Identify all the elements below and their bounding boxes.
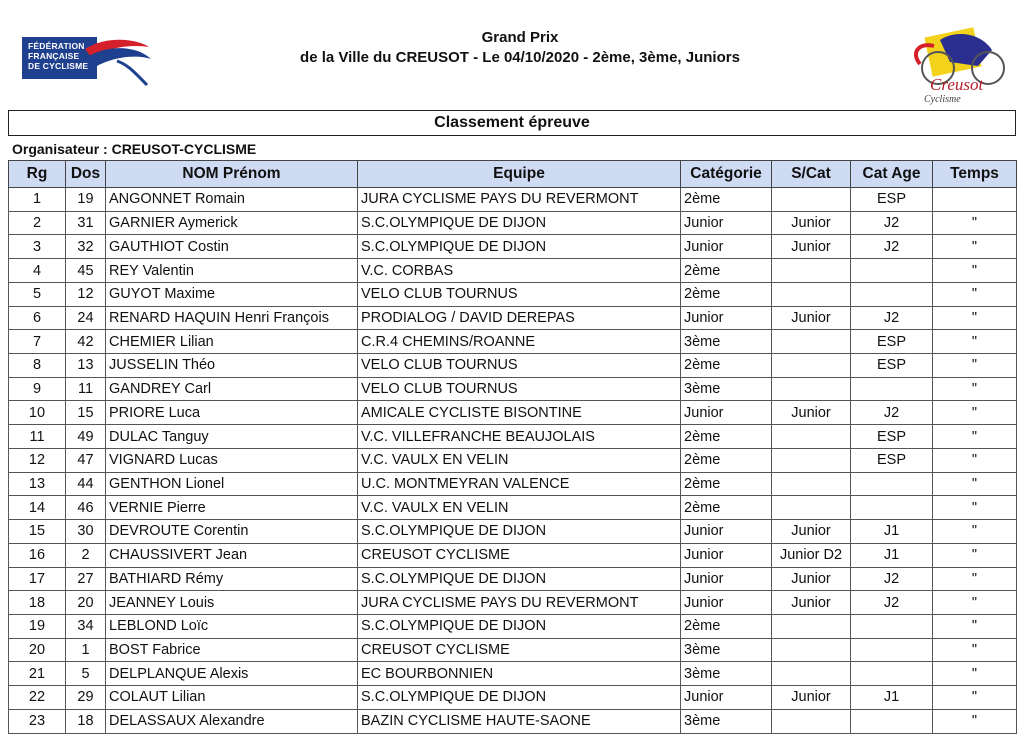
- time-cell: ": [933, 259, 1017, 283]
- team-cell: S.C.OLYMPIQUE DE DIJON: [358, 235, 681, 259]
- name-cell: GAUTHIOT Costin: [106, 235, 358, 259]
- table-row: [9, 354, 1017, 378]
- category-cell: Junior: [681, 686, 772, 710]
- time-cell: ": [933, 543, 1017, 567]
- category-cell: 2ème: [681, 614, 772, 638]
- category-cell: 2ème: [681, 354, 772, 378]
- team-cell: S.C.OLYMPIQUE DE DIJON: [358, 686, 681, 710]
- team-cell: VELO CLUB TOURNUS: [358, 282, 681, 306]
- rank-cell: 2: [9, 211, 66, 235]
- subcategory-cell: [772, 354, 851, 378]
- age-category-cell: ESP: [851, 330, 933, 354]
- bib-cell: 47: [66, 448, 106, 472]
- category-cell: 2ème: [681, 448, 772, 472]
- subcategory-cell: [772, 377, 851, 401]
- bib-cell: 12: [66, 282, 106, 306]
- name-cell: GUYOT Maxime: [106, 282, 358, 306]
- rank-cell: 13: [9, 472, 66, 496]
- age-category-cell: [851, 282, 933, 306]
- age-category-cell: [851, 259, 933, 283]
- bib-cell: 1: [66, 638, 106, 662]
- subcategory-cell: [772, 330, 851, 354]
- category-cell: 2ème: [681, 425, 772, 449]
- age-category-cell: [851, 496, 933, 520]
- subcategory-cell: Junior: [772, 211, 851, 235]
- age-category-cell: [851, 377, 933, 401]
- team-cell: S.C.OLYMPIQUE DE DIJON: [358, 614, 681, 638]
- subcategory-cell: Junior: [772, 520, 851, 544]
- table-row: [9, 259, 1017, 283]
- time-cell: ": [933, 686, 1017, 710]
- bib-cell: 27: [66, 567, 106, 591]
- name-cell: VIGNARD Lucas: [106, 448, 358, 472]
- name-cell: ANGONNET Romain: [106, 188, 358, 212]
- time-cell: ": [933, 282, 1017, 306]
- name-cell: DELPLANQUE Alexis: [106, 662, 358, 686]
- age-category-cell: ESP: [851, 354, 933, 378]
- team-cell: CREUSOT CYCLISME: [358, 638, 681, 662]
- category-cell: 3ème: [681, 377, 772, 401]
- team-cell: VELO CLUB TOURNUS: [358, 377, 681, 401]
- table-row: [9, 188, 1017, 212]
- time-cell: ": [933, 496, 1017, 520]
- rank-cell: 5: [9, 282, 66, 306]
- time-cell: ": [933, 377, 1017, 401]
- table-row: [9, 448, 1017, 472]
- table-row: [9, 638, 1017, 662]
- subcategory-cell: [772, 662, 851, 686]
- time-cell: ": [933, 330, 1017, 354]
- category-cell: 3ème: [681, 709, 772, 733]
- table-row: [9, 472, 1017, 496]
- rank-cell: 1: [9, 188, 66, 212]
- ffc-logo-line-2: FRANÇAISE: [28, 51, 80, 61]
- team-cell: BAZIN CYCLISME HAUTE-SAONE: [358, 709, 681, 733]
- rank-cell: 23: [9, 709, 66, 733]
- bib-cell: 5: [66, 662, 106, 686]
- table-row: [9, 662, 1017, 686]
- name-cell: CHEMIER Lilian: [106, 330, 358, 354]
- table-row: [9, 591, 1017, 615]
- team-cell: EC BOURBONNIEN: [358, 662, 681, 686]
- category-cell: Junior: [681, 235, 772, 259]
- time-cell: ": [933, 614, 1017, 638]
- table-header-row: [9, 161, 1017, 188]
- age-category-cell: J1: [851, 520, 933, 544]
- team-cell: CREUSOT CYCLISME: [358, 543, 681, 567]
- subcategory-cell: [772, 259, 851, 283]
- category-cell: 3ème: [681, 638, 772, 662]
- rank-cell: 9: [9, 377, 66, 401]
- team-cell: V.C. VAULX EN VELIN: [358, 496, 681, 520]
- bib-cell: 44: [66, 472, 106, 496]
- category-cell: Junior: [681, 543, 772, 567]
- subcategory-cell: Junior: [772, 401, 851, 425]
- rank-cell: 22: [9, 686, 66, 710]
- category-cell: Junior: [681, 520, 772, 544]
- time-cell: ": [933, 520, 1017, 544]
- subcategory-cell: [772, 448, 851, 472]
- table-row: [9, 377, 1017, 401]
- table-row: [9, 211, 1017, 235]
- name-cell: VERNIE Pierre: [106, 496, 358, 520]
- bib-cell: 31: [66, 211, 106, 235]
- age-category-cell: J2: [851, 567, 933, 591]
- team-cell: S.C.OLYMPIQUE DE DIJON: [358, 520, 681, 544]
- table-row: [9, 282, 1017, 306]
- subcategory-cell: Junior: [772, 686, 851, 710]
- category-cell: Junior: [681, 401, 772, 425]
- table-row: [9, 401, 1017, 425]
- section-title: Classement épreuve: [8, 110, 1016, 136]
- team-cell: JURA CYCLISME PAYS DU REVERMONT: [358, 188, 681, 212]
- rank-cell: 18: [9, 591, 66, 615]
- bib-cell: 11: [66, 377, 106, 401]
- table-row: [9, 543, 1017, 567]
- bib-cell: 29: [66, 686, 106, 710]
- category-cell: 2ème: [681, 188, 772, 212]
- subcategory-cell: [772, 282, 851, 306]
- table-row: [9, 709, 1017, 733]
- time-cell: ": [933, 425, 1017, 449]
- time-cell: ": [933, 472, 1017, 496]
- column-header-name: NOM Prénom: [106, 161, 358, 188]
- category-cell: Junior: [681, 567, 772, 591]
- club-logo-text-2: Cyclisme: [924, 94, 961, 105]
- rank-cell: 14: [9, 496, 66, 520]
- bib-cell: 20: [66, 591, 106, 615]
- rank-cell: 12: [9, 448, 66, 472]
- bib-cell: 13: [66, 354, 106, 378]
- time-cell: ": [933, 354, 1017, 378]
- bib-cell: 46: [66, 496, 106, 520]
- table-row: [9, 614, 1017, 638]
- table-row: [9, 686, 1017, 710]
- age-category-cell: [851, 472, 933, 496]
- column-header-scat: S/Cat: [772, 161, 851, 188]
- ffc-logo: [22, 35, 157, 87]
- age-category-cell: J2: [851, 235, 933, 259]
- time-cell: ": [933, 591, 1017, 615]
- time-cell: ": [933, 401, 1017, 425]
- subcategory-cell: [772, 638, 851, 662]
- subcategory-cell: [772, 614, 851, 638]
- name-cell: DELASSAUX Alexandre: [106, 709, 358, 733]
- team-cell: U.C. MONTMEYRAN VALENCE: [358, 472, 681, 496]
- subcategory-cell: [772, 188, 851, 212]
- name-cell: GENTHON Lionel: [106, 472, 358, 496]
- category-cell: 2ème: [681, 282, 772, 306]
- rank-cell: 20: [9, 638, 66, 662]
- rank-cell: 11: [9, 425, 66, 449]
- age-category-cell: ESP: [851, 425, 933, 449]
- team-cell: AMICALE CYCLISTE BISONTINE: [358, 401, 681, 425]
- time-cell: [933, 188, 1017, 212]
- rank-cell: 10: [9, 401, 66, 425]
- bib-cell: 15: [66, 401, 106, 425]
- time-cell: ": [933, 235, 1017, 259]
- name-cell: JUSSELIN Théo: [106, 354, 358, 378]
- time-cell: ": [933, 211, 1017, 235]
- age-category-cell: J1: [851, 686, 933, 710]
- name-cell: JEANNEY Louis: [106, 591, 358, 615]
- column-header-cat-age: Cat Age: [851, 161, 933, 188]
- subcategory-cell: Junior: [772, 235, 851, 259]
- name-cell: BOST Fabrice: [106, 638, 358, 662]
- category-cell: 3ème: [681, 662, 772, 686]
- age-category-cell: J2: [851, 401, 933, 425]
- team-cell: JURA CYCLISME PAYS DU REVERMONT: [358, 591, 681, 615]
- time-cell: ": [933, 638, 1017, 662]
- bib-cell: 30: [66, 520, 106, 544]
- bib-cell: 42: [66, 330, 106, 354]
- time-cell: ": [933, 448, 1017, 472]
- bib-cell: 2: [66, 543, 106, 567]
- table-row: [9, 306, 1017, 330]
- table-row: [9, 567, 1017, 591]
- time-cell: ": [933, 567, 1017, 591]
- rank-cell: 7: [9, 330, 66, 354]
- category-cell: 2ème: [681, 472, 772, 496]
- time-cell: ": [933, 662, 1017, 686]
- age-category-cell: J2: [851, 211, 933, 235]
- category-cell: 3ème: [681, 330, 772, 354]
- team-cell: VELO CLUB TOURNUS: [358, 354, 681, 378]
- column-header-categorie: Catégorie: [681, 161, 772, 188]
- bib-cell: 32: [66, 235, 106, 259]
- subcategory-cell: Junior: [772, 567, 851, 591]
- name-cell: DULAC Tanguy: [106, 425, 358, 449]
- time-cell: ": [933, 709, 1017, 733]
- ffc-swoosh-icon: [77, 35, 157, 87]
- rank-cell: 17: [9, 567, 66, 591]
- age-category-cell: [851, 662, 933, 686]
- bib-cell: 49: [66, 425, 106, 449]
- page-header: [0, 0, 1024, 108]
- age-category-cell: [851, 709, 933, 733]
- rank-cell: 19: [9, 614, 66, 638]
- ffc-logo-line-1: FÉDÉRATION: [28, 41, 85, 51]
- subcategory-cell: [772, 709, 851, 733]
- category-cell: Junior: [681, 211, 772, 235]
- rank-cell: 15: [9, 520, 66, 544]
- subcategory-cell: Junior: [772, 591, 851, 615]
- column-header-equipe: Equipe: [358, 161, 681, 188]
- age-category-cell: ESP: [851, 188, 933, 212]
- rank-cell: 16: [9, 543, 66, 567]
- table-row: [9, 425, 1017, 449]
- table-row: [9, 330, 1017, 354]
- subcategory-cell: [772, 496, 851, 520]
- bib-cell: 24: [66, 306, 106, 330]
- club-logo-text-1: Creusot: [930, 75, 984, 94]
- organizer-label: Organisateur : CREUSOT-CYCLISME: [12, 141, 257, 157]
- category-cell: 2ème: [681, 259, 772, 283]
- rank-cell: 6: [9, 306, 66, 330]
- age-category-cell: J1: [851, 543, 933, 567]
- subcategory-cell: Junior D2: [772, 543, 851, 567]
- subcategory-cell: Junior: [772, 306, 851, 330]
- team-cell: C.R.4 CHEMINS/ROANNE: [358, 330, 681, 354]
- team-cell: S.C.OLYMPIQUE DE DIJON: [358, 567, 681, 591]
- table-row: [9, 520, 1017, 544]
- bib-cell: 34: [66, 614, 106, 638]
- name-cell: GARNIER Aymerick: [106, 211, 358, 235]
- name-cell: REY Valentin: [106, 259, 358, 283]
- table-row: [9, 496, 1017, 520]
- club-logo: [900, 22, 1012, 108]
- column-header-rg: Rg: [9, 161, 66, 188]
- rank-cell: 8: [9, 354, 66, 378]
- page-title: Grand Prix: [481, 29, 559, 46]
- column-header-dos: Dos: [66, 161, 106, 188]
- title-block: [200, 28, 840, 68]
- rank-cell: 4: [9, 259, 66, 283]
- name-cell: DEVROUTE Corentin: [106, 520, 358, 544]
- age-category-cell: [851, 614, 933, 638]
- category-cell: Junior: [681, 591, 772, 615]
- category-cell: Junior: [681, 306, 772, 330]
- team-cell: V.C. VILLEFRANCHE BEAUJOLAIS: [358, 425, 681, 449]
- name-cell: COLAUT Lilian: [106, 686, 358, 710]
- category-cell: 2ème: [681, 496, 772, 520]
- team-cell: PRODIALOG / DAVID DEREPAS: [358, 306, 681, 330]
- rank-cell: 21: [9, 662, 66, 686]
- ffc-logo-line-3: DE CYCLISME: [28, 61, 89, 71]
- age-category-cell: J2: [851, 306, 933, 330]
- name-cell: LEBLOND Loïc: [106, 614, 358, 638]
- page-subtitle: de la Ville du CREUSOT - Le 04/10/2020 - 2ème, 3ème, Juniors: [300, 49, 740, 66]
- name-cell: BATHIARD Rémy: [106, 567, 358, 591]
- column-header-temps: Temps: [933, 161, 1017, 188]
- time-cell: ": [933, 306, 1017, 330]
- age-category-cell: [851, 638, 933, 662]
- name-cell: RENARD HAQUIN Henri François: [106, 306, 358, 330]
- results-table: [8, 160, 1017, 734]
- age-category-cell: ESP: [851, 448, 933, 472]
- team-cell: V.C. VAULX EN VELIN: [358, 448, 681, 472]
- name-cell: CHAUSSIVERT Jean: [106, 543, 358, 567]
- team-cell: V.C. CORBAS: [358, 259, 681, 283]
- bib-cell: 45: [66, 259, 106, 283]
- results-body: [9, 188, 1017, 734]
- name-cell: GANDREY Carl: [106, 377, 358, 401]
- bib-cell: 18: [66, 709, 106, 733]
- subcategory-cell: [772, 425, 851, 449]
- subcategory-cell: [772, 472, 851, 496]
- name-cell: PRIORE Luca: [106, 401, 358, 425]
- rank-cell: 3: [9, 235, 66, 259]
- bib-cell: 19: [66, 188, 106, 212]
- table-row: [9, 235, 1017, 259]
- team-cell: S.C.OLYMPIQUE DE DIJON: [358, 211, 681, 235]
- age-category-cell: J2: [851, 591, 933, 615]
